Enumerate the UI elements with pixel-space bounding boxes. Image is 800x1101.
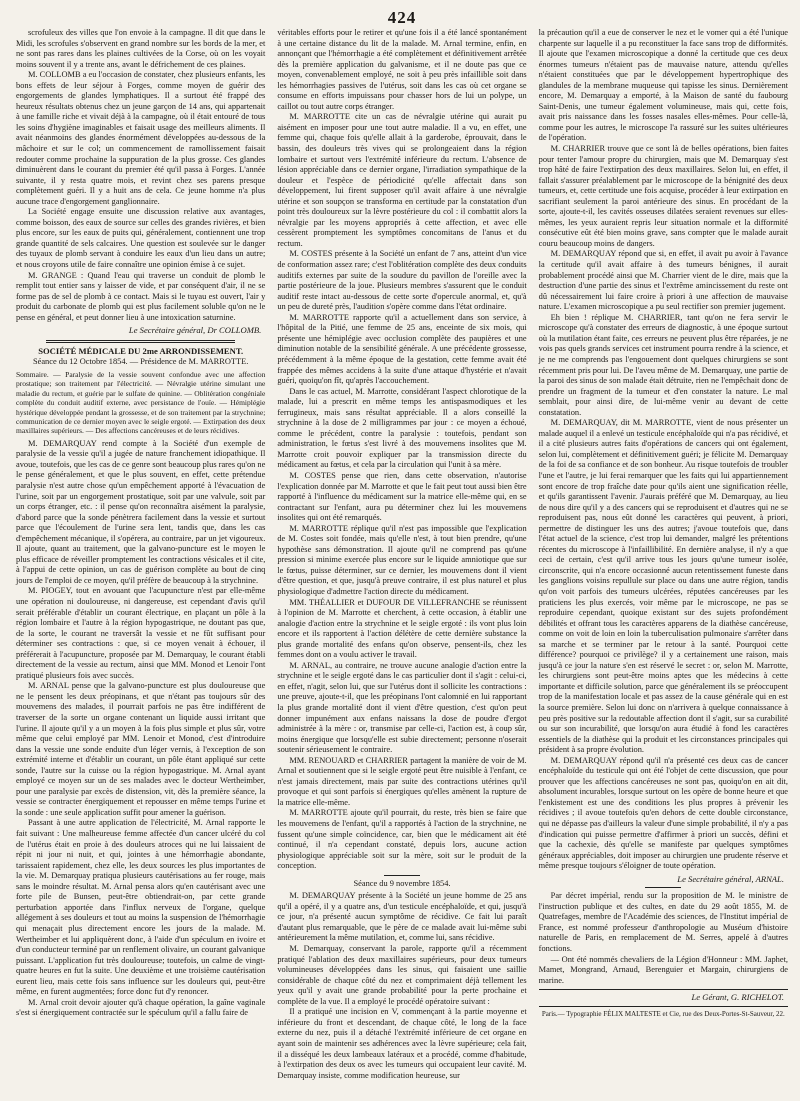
short-divider <box>384 875 420 876</box>
paragraph: Dans le cas actuel, M. Marrotte, considérant l'aspect chlorotique de la malade, lui a prescrit en même temps les antispasmodiques et les ferrugineux, mais sans résultat appréciable. Il a alors conseillé la strychnine à la dose de 2 milligrammes par jour : ce moyen a échoué, comme le précédent, contre la paralysie : toutefois, pendant son administration, le fœtus s'est livré à des mouvemens insolites que M. Marrotte croit pouvoir expliquer par la transmission directe du médicament au fœtus, et cela par la circulation qui l'unit à sa mère. <box>277 386 527 470</box>
gerant-signature: Le Gérant, G. RICHELOT. <box>691 992 784 1003</box>
column-1 <box>16 28 265 1068</box>
page-number: 424 <box>387 8 417 27</box>
secretary-signature: Le Secrétaire général, ARNAL. <box>677 873 784 884</box>
section-title: SOCIÉTÉ MÉDICALE DU 2me ARRONDISSEMENT. <box>38 345 244 356</box>
paragraph: M. DEMARQUAY, dit M. MARROTTE, vient de nous présenter un malade auquel il a enlevé un testicule encéphaloïde qui n'a pas récidivé, et il a cité plusieurs autres faits d'opérations de cancers qui ont également, selon lui, complètement et définitivement guéri; je félicite M. Demarquay de la foi de sa confiance et de son bonheur. Au risque toutefois de troubler l'une et l'autre, je lui ferai remarquer que les faits qui lui appartiennement sont encore de trop fraîche date pour qu'ils aient une signification réelle, et qu'ils garantissent l'avenir. J'aurais préféré que M. Demarquay, au lieu de nous dire qu'il y a des cancers qui se reproduisent et d'autres qui ne se reproduisent pas, nous eût donné les caractères qui peuvent, à priori, permettre de distinguer les uns des autres; j'avoue toutefois que, dans l'état actuel de la science, c'est trop lui demander, malgré les prétentions récentes du microscope à l'infaillibilité. En dernière analyse, il n'y a que ceci de certain, c'est qu'il arrive tous les jours qu'une tumeur isolée, circonscrite, qui n'a encore occasionné aucun retentissement funeste dans les ganglions voisins repullule sur place ou dans une autre région, tandis qu'on voit parfois des tumeurs ulcérées, réputées cancéreuses par les praticiens les plus exercés, voir même par le microscope, ne pas se reproduire cependant, quoique existant sur des sujets profondément débilités et offrant tous les caractères apparens de la diathèse cancéreuse, comme on voit de loin en loin la tuberculisation pulmonaire s'arrêter dans sa marche et se terminer par le retour à la santé. Pourquoi cette différence? pourquoi ce privilège? il y a certainement une raison, mais jusqu'à ce jour la nature s'en est réservé le secret : or, selon M. Marrotte, les chirurgiens sont peut-être moins aptes que les médecins à cette importante et difficile solution, parce que généralement ils se préoccupent trop de la manifestation locale et pas assez de la cause générale qui en est la source première. Selon lui donc on n'arrivera à quelque connaissance à peu près positive sur la redoutable affection dont il s'agit, sur sa curabilité ou sur son incurabilité, que lorsqu'on aura étudié à fond les caractères essentiels de la diathèse qui la produit et les circonstances principales qui président à sa propre évolution. <box>538 418 788 755</box>
paragraph: Par décret impérial, rendu sur la proposition de M. le ministre de l'instruction publique et des cultes, en date du 29 août 1855, M. de Quatrefages, membre de l'Académie des sciences, de l'Institut impérial de France, est nommé professeur d'anthropologie au Muséum d'histoire naturelle de Paris, en remplacement de M. Serres, appelé à d'autres fonctions. <box>538 891 788 954</box>
paragraph: M. ARNAL, au contraire, ne trouve aucune analogie d'action entre la strychnine et le seigle ergoté dans le cas particulier dont il s'agit : celui-ci, en effet, n'agit, selon lui, que sur l'utérus dont il sollicite les contractions : une preuve, ajoute-t-il, que les préopinans l'ont calomnié en lui rapportant la plus grande mortalité dont il vient d'être question, c'est qu'on peut donner impunément aux enfans naissans la dose de poudre d'ergot administrée à la mère : or, transmise par celle-ci, l'action est, à coup sûr, moins énergique que lorsqu'elle est subie directement; personne n'oserait soutenir sérieusement le contraire. <box>277 660 527 755</box>
short-divider <box>645 887 681 888</box>
paragraph: M. COLLOMB a eu l'occasion de constater, chez plusieurs enfants, les bons effets de leur séjour à Forges, comme moyen de guérir des engorgements de glandes lymphatiques. Il a surtout été frappé des heureux résultats obtenus chez un jeune garçon de 14 ans, qui appartenait à une famille riche et vivait déjà à la campagne, où il était entouré de tous les soins d'hygiène imaginables et faisait usage des meilleurs aliments. Il avait néanmoins des glandes énormément développées au-dessous de la mâchoire et sur le col; un commencement de ramollissement faisait redouter comme prochaine la suppuration de la plus grosse. Ces glandes diminuèrent dans le courant du premier été qu'il passa à Forges. L'année suivante, il y resta quatre mois, et revint chez ses parens presque complètement guéri. Il y a huit ans de cela. Ce jeune homme n'a plus aucune trace d'engorgement ganglionnaire. <box>16 70 266 206</box>
paragraph: M. DEMARQUAY répond que si, en effet, il avait pu avoir à l'avance la certitude qu'il avait affaire à des tumeurs bénignes, il aurait probablement procédé ainsi que M. Charrier vient de le dire, mais que la destruction d'une partie des sinus et l'extrême amincissement du reste ont dû nécessairement lui faire croire à priori à une affection de mauvaise nature. L'examen microscopique a pu seul rectifier son premier jugement. <box>538 249 788 312</box>
printer-imprint: Paris.— Typographie FÉLIX MALTESTE et Cie, rue des Deux-Portes-St-Sauveur, 22. <box>541 1009 785 1018</box>
paragraph: La Société engage ensuite une discussion relative aux avantages, comme boisson, des eaux de source sur celles des grandes rivières, et bien plus encore, sur les eaux de puits qui, généralement, contiennent une trop grande quantité de sels calcaires. Une question est soulevée sur le danger des tuyaux de plomb servant à conduire les eaux d'un lieu dans un autre; et nous croyons utile de faire connaître une opinion émise à ce sujet. <box>16 207 266 270</box>
paragraph: M. CHARRIER trouve que ce sont là de belles opérations, bien faites pour tenter l'amour propre du chirurgien, mais que M. Demarquay s'est trop hâté de faire l'extirpation des deux maxillaires. Selon lui, en effet, il fallait s'assurer préalablement par le microscope de la bénignité des deux tumeurs, et, cette certitude une fois acquise, procéder à leur extirpation en sacrifiant seulement la paroi antérieure des sinus. En procédant de la sorte, ajoute-t-il, les cavités osseuses dilatées seraient revenues sur elles-mêmes, les yeux auraient repris leur situation normale et la difformité consécutive eût été bien moins grave, sans compter que le malade aurait couru beaucoup moins de dangers. <box>538 144 788 248</box>
paragraph: scrofuleux des villes que l'on envoie à la campagne. Il dit que dans le Midi, les scrofules s'observent en grand nombre sur les bords de la mer, et ne sont pas rares dans les plaines cultivées de la Corse, où on les voyait moins souvent il y a trente ans, avant le défrichement de ces plaines. <box>16 28 266 69</box>
paragraph: M. ARNAL pense que la galvano-puncture est plus douloureuse que ne le pensent les deux préopinans, et que n'étant pas toujours sûr des mouvemens des malades, il pourrait parfois ne pas être indifférent de traverser de la sorte un organe contenant un liquide aussi irritant que l'urine. Il ajoute qu'il y a un moyen à la fois plus simple et plus sûr, votre même que celui employé par MM. Lenoir et Monod, c'est d'introduire dans la vessie une sonde enduite d'un léger vernis, à l'exception de son extrémité interne et d'établir un courant, un pôle étant appliqué sur cette sonde, l'autre sur la cuisse ou la région hypogastrique. M. Arnal ayant employé ce moyen sur un de ses malades avec le docteur Wertheimber, pour une paralysie par excès de distension, vit, dès la première séance, la vessie se contracter énergiquement et repousser en même temps l'urine et la sonde : une seule application suffit pour amener la guérison. <box>16 681 266 817</box>
paragraph: M. Demarquay, conservant la parole, rapporte qu'il a récemment pratiqué l'ablation des deux maxillaires supérieurs, pour deux tumeurs volumineuses développées dans les sinus, qui faisaient une saillie considérable de chaque côté du nez et comprimaient déjà tellement les yeux qu'il y avait une grande probabilité pour la perte prochaine et complète de la vue. Il a employé le procédé opératoire suivant : <box>277 944 527 1006</box>
paragraph: M. DEMARQUAY rend compte à la Société d'un exemple de paralysie de la vessie qu'il a jugée de nature franchement idiopathique. Il avoue, toutefois, que les cas de ce genre sont beaucoup plus rares qu'on ne le pense généralement, et que le plus souvent, en effet, cette prétendue paralysie n'est autre chose qu'un empêchement apporté à l'évacuation de l'urine, soit par un engorgement prostatique, soit par une valvule, soit par un corps étranger, etc. : il pense qu'on reconnaîtra aisément la paralysie, d'abord parce que la sonde pénètrera facilement dans la vessie et surtout parce que l'écoulement de l'urine sera lent, tandis que, dans les cas d'empêchement mécanique, il s'opérera, au contraire, par un jet vigoureux. Il ajoute, quant au traitement, que la galvano-puncture est le moyen le plus efficace de réveiller promptement les contractions vésicales et il cite, à l'appui de cette opinion, un cas de guérison complète au bout de cinq jours de l'emploi de ce moyen, qu'il préfère de beaucoup à la strychnine. <box>16 438 266 585</box>
paragraph: M. MARROTTE cite un cas de névralgie utérine qui aurait pu aisément en imposer pour une tout autre maladie. Il a vu, en effet, une femme qui, chaque fois qu'elle allait à la garderobe, éprouvait, dans le bassin, des douleurs très vives qui se prolongeaient dans la région lombaire et surtout vers l'extrémité inférieure du rectum. L'absence de lésion appréciable dans ce dernier organe, l'irradiation sympathique de la douleur et l'espèce de périodicité qu'elle affectait dans son développement, lui firent supposer qu'il avait affaire à une névralgie utérine et son soupçon se transforma en certitude par la constatation d'un point très douloureux sur la lèvre postérieure du col : il combattit alors la névralgie par les moyens appropriés à cette affection, et avec elle cessèrent promptement les symptômes concomitans de l'anus et du rectum. <box>277 112 527 248</box>
paragraph: M. GRANGE : Quand l'eau qui traverse un conduit de plomb le remplit tout entier sans y laisser de vide, et par conséquent d'air, il ne se forme pas de sel de plomb à ce contact. Mais si le tuyau est ouvert, l'air y produit du carbonate de plomb qui est plus facilement soluble qu'on ne le pense en général, et peut donner lieu à une intoxication saturnine. <box>16 270 266 322</box>
paragraph: Il a pratiqué une incision en V, commençant à la partie moyenne et inférieure du front et descendant, de chaque côté, le long de la face externe du nez, puis il a détaché l'extrémité inférieure de cet organe en ayant soin de maintenir ses adhérences avec la lèvre supérieure; cela fait, il a disséqué les deux lambeaux latéraux et a procédé, comme d'habitude, à l'extirpation des deux os avec les tumeurs qui occupaient leur cavité. M. Demarquay insiste, comme modification heureuse, sur <box>277 1007 527 1080</box>
paragraph: M. COSTES pense que rien, dans cette observation, n'autorise l'explication donnée par M. Marrotte et que le fait peut tout aussi bien être rapporté à l'influence du médicament sur la matrice elle-même qui, en se contractant sur l'enfant, aura pu déterminer chez lui les mouvemens insolites qui ont été remarqués. <box>277 470 527 523</box>
paragraph: M. DEMARQUAY présente à la Société un jeune homme de 25 ans qu'il a opéré, il y a quatre ans, d'un testicule encéphaloïde, et qui, jusqu'à ce jour, n'a présenté aucun symptôme de récidive. Ce fait lui paraît d'autant plus remarquable, que le père de ce malade avait lui-même subi antérieurement la même mutilation, et, comme lui, sans récidive. <box>277 891 527 943</box>
secretary-signature: Le Secrétaire général, Dr COLLOMB. <box>128 325 262 336</box>
section-divider <box>46 340 235 341</box>
paragraph: M. MARROTTE réplique qu'il n'est pas impossible que l'explication de M. Costes soit fondée, mais qu'elle n'est, à tout bien prendre, qu'une hypothèse sans démonstration. Il ajoute qu'il ne comprend pas qu'une pression si minime exercée plus encore sur le liquide amniotique que sur le fœtus, puisse déterminer, sur ce dernier, les mouvemens dont il vient d'être question, et que, jusqu'à preuve contraire, il est plus naturel et plus physiologique d'admettre l'action directe du médicament. <box>277 523 527 596</box>
paragraph: M. Arnal croit devoir ajouter qu'à chaque opération, la gaîne vaginale s'est si énergiquement contractée sur le spéculum qu'il a fallu faire de <box>16 997 266 1018</box>
paragraph: M. PIOGEY, tout en avouant que l'acupuncture n'est par elle-même une opération ni douloureuse, ni dangereuse, est cependant d'avis qu'il serait préférable d'établir un courant électrique, en plaçant un pôle à la région lombaire et l'autre à la région hypogastrique, ne doutant pas que, de la sorte, le courant ne traversât la vessie et ne fût suffisant pour déterminer ses contractions : que, si ce moyen venait à échouer, il préférerait à l'acupuncture, proposée par M. Demarquay, le courant établi directement de la vessie au rectum, ainsi que MM. Monod et Lenoir l'ont pratiqué plusieurs fois avec succès. <box>16 586 266 680</box>
paragraph: MM. THÉALLIER et DUFOUR DE VILLEFRANCHE se réunissent à l'opinion de M. Marrotte et cherchent, à cette occasion, à établir une analogie d'action entre la strychnine et le seigle ergoté : ils vont plus loin encore et ils rapportent à l'action délétère de cette dernière substance la plus grande mortalité des enfans qu'on observe, pensent-ils, chez les femmes dont on a voulu activer le travail. <box>277 597 527 660</box>
column-2 <box>277 28 527 1080</box>
paragraph: M. COSTES présente à la Société un enfant de 7 ans, atteint d'un vice de conformation assez rare; c'est l'oblitération complète des deux conduits auditifs externes par suite de la soudure du pavillon de l'oreille avec la partie postérieure de la joue. Plusieurs membres s'assurent que le conduit auditif reste intact au-dessous de cette sorte d'opercule anormal, et, qu'à un peu de dureté près, l'audition s'opère comme dans l'état ordinaire. <box>277 249 527 312</box>
paragraph: MM. RENOUARD et CHARRIER partagent la manière de voir de M. Arnal et soutiennent que si le seigle ergoté peut être nuisible à l'enfant, ce n'est jamais directement, mais par suite des contractions utérines qu'il provoque et qui sont parfois si énergiques qu'elles amènent la rupture de la matrice elle-même. <box>277 755 527 807</box>
paragraph: véritables efforts pour le retirer et qu'une fois il a été lancé spontanément à une certaine distance du lit de la malade. M. Arnal termine, enfin, en annonçant que l'hémorrhagie a été complètement et définitivement arrêtée dès la première application du galvanisme, et il ne doute pas que ce moyen, convenablement employé, ne soit à peu près infaillible soit dans les hémorrhagies passives de l'utérus, soit dans les cas où cet organe se consume en efforts impuissans pour chasser hors de lui un polype, un caillot ou tout autre corps étranger. <box>277 28 527 111</box>
paragraph: M. MARROTTE rapporte qu'il a actuellement dans son service, à l'hôpital de la Pitié, une femme de 25 ans, enceinte de six mois, qui présente une hémiplégie avec occlusion complète des paupières et une diminution notable de la sensibilité générale. A une précédente grossesse, précédemment à la même époque de la gestation, cette femme avait été frappée des mêmes accidens à la suite d'une attaque d'hystérie et n'avait guéri, quoiqu'on fît, qu'après l'accouchement. <box>277 312 527 386</box>
summary: Sommaire. — Paralysie de la vessie souvent confondue avec une affection prostatique; son traitement par l'électricité. — Névralgie utérine simulant une maladie du rectum, et guérie par le sulfate de quinine. — Oblitération congéniale complète du conduit auditif externe, avec persistance de l'ouïe. — Hémiplégie hystérique développée pendant la grossesse, et de son traitement par la strychnine; communication de ce dernier moyen avec le seigle ergoté. — Extirpation des deux maxillaires supérieurs. — Des affections cancéreuses et de leurs récidives. <box>16 369 266 436</box>
column-3 <box>539 28 788 1068</box>
footer-divider <box>539 1006 788 1007</box>
section-divider-thin <box>46 342 235 343</box>
paragraph: M. DEMARQUAY répond qu'il n'a présenté ces deux cas de cancer encéphaloïde du testicule qui ont été l'objet de cette discussion, que pour prouver que les affections cancéreuses ne sont pas, quoiqu'on en ait dit, absolument incurables, lorsque surtout on les opère de bonne heure et que l'enkistement est une des conditions les plus propres à prévenir les récidives ; il avoue toutefois qu'en dehors de cette double circonstance, qui ne dépasse pas d'ailleurs la valeur d'une simple probabilité, il n'y a pas d'indication qui puisse permettre d'affirmer à priori un succès, défini et que la cachexie, dès qu'elle se manifeste par quelques symptômes généraux appréciables, doit imposer au chirurgien une prudente réserve et même presque toujours s'éloigner de toute opération. <box>538 755 788 871</box>
text-columns <box>16 28 788 1080</box>
session-heading: Séance du 12 Octobre 1854. — Présidence de M. MARROTTE. <box>32 357 249 367</box>
paragraph: M. MARROTTE ajoute qu'il pourrait, du reste, très bien se faire que les mouvemens de l'enfant, qu'il a rapportés à l'action de la strychnine, ne fussent qu'une simple coïncidence, car, bien que le médicament ait été continué, il n'a cependant constaté, depuis lors, aucune action physiologique appréciable soit sur la mère, soit sur le produit de la conception. <box>277 808 527 871</box>
session-heading: Séance du 9 novembre 1854. <box>353 878 451 888</box>
paragraph: la précaution qu'il a eue de conserver le nez et le vomer qui a été l'unique charpente sur laquelle il a pu reconstituer la face sans trop de difformités. Il ajoute que l'examen microscopique a donné la certitude que ces deux énormes tumeurs n'étaient pas de mauvaise nature, attendu qu'elles n'étaient constituées que par le développement hypertrophique des glandules de la membrane muqueuse qui tapisse les sinus. Dernièrement encore, M. Demarquay a emporté, à la Maison de santé du faubourg Saint-Denis, une tumeur également volumineuse, mais qui, cette fois, avait pris naissance dans les fosses nasales elles-mêmes. Pour celle-là, comme pour les autres, le microscope l'a rassuré sur les suites ultérieures de l'opération. <box>538 28 788 143</box>
paragraph: — Ont été nommés chevaliers de la Légion d'Honneur : MM. Japhet, Mamet, Mongrand, Arnaud, Berenguier et Margain, chirurgiens de marine. <box>538 954 788 985</box>
footer-divider <box>539 989 788 990</box>
paragraph: Passant à une autre application de l'électricité, M. Arnal rapporte le fait suivant : Une malheureuse femme affectée d'un cancer ulcéré du col de l'utérus était en proie à des douleurs atroces qui ne lui laissaient de répit ni jour ni nuit, et qui, jointes à une hémorrhagie abondante, tarissaient rapidement, chez elle, les deux sources les plus importantes de la vie. M. Demarquay pratiqua plusieurs cautérisations au fer rouge, mais sans le moindre résultat. M. Arnal pensa alors qu'en cautérisant avec une forte pile de Bunsen, peut-être obtiendrait-on, par cette grande perturbation apportée dans l'influx nerveux de l'organe, quelque allégement à ses douleurs et tout au moins la suspension de l'hémorrhagie qui menaçait plus directement encore les jours de la malade. M. Wertheimber et lui appliquèrent donc, à l'aide d'un spéculum en ivoire et d'un conducteur terminé par un renflement olivaire, un courant galvanique puissant. L'application fut très douloureuse; toutefois, un calme de vingt-quatre heures en fut la suite. Une deuxième et une troisième cautérisation eurent lieu, mais cette fois sans influence sur les douleurs qui, peut-être même, en furent augmentées; force donc fut d'y renoncer. <box>16 818 266 997</box>
paragraph: Eh bien ! réplique M. CHARRIER, tant qu'on ne fera servir le microscope qu'à constater des erreurs de diagnostic, à une époque surtout où la mutilation étant faite, ces erreurs ne peuvent plus être réparées, je ne vois pas quels grands services cet instrument pourra rendre à la science, et je ne me comprends pas l'engouement dont quelques chirurgiens se sont récemment pris pour lui. De l'aveu même de M. Demarquay, une partie de la paroi des sinus de son malade était détruite, rien ne l'empêchait donc de prendre un fragment de la tumeur et d'en constater la nature. Le mal semblait, pour ainsi dire, de lui-même venir au devant de cette constatation. <box>538 312 788 417</box>
